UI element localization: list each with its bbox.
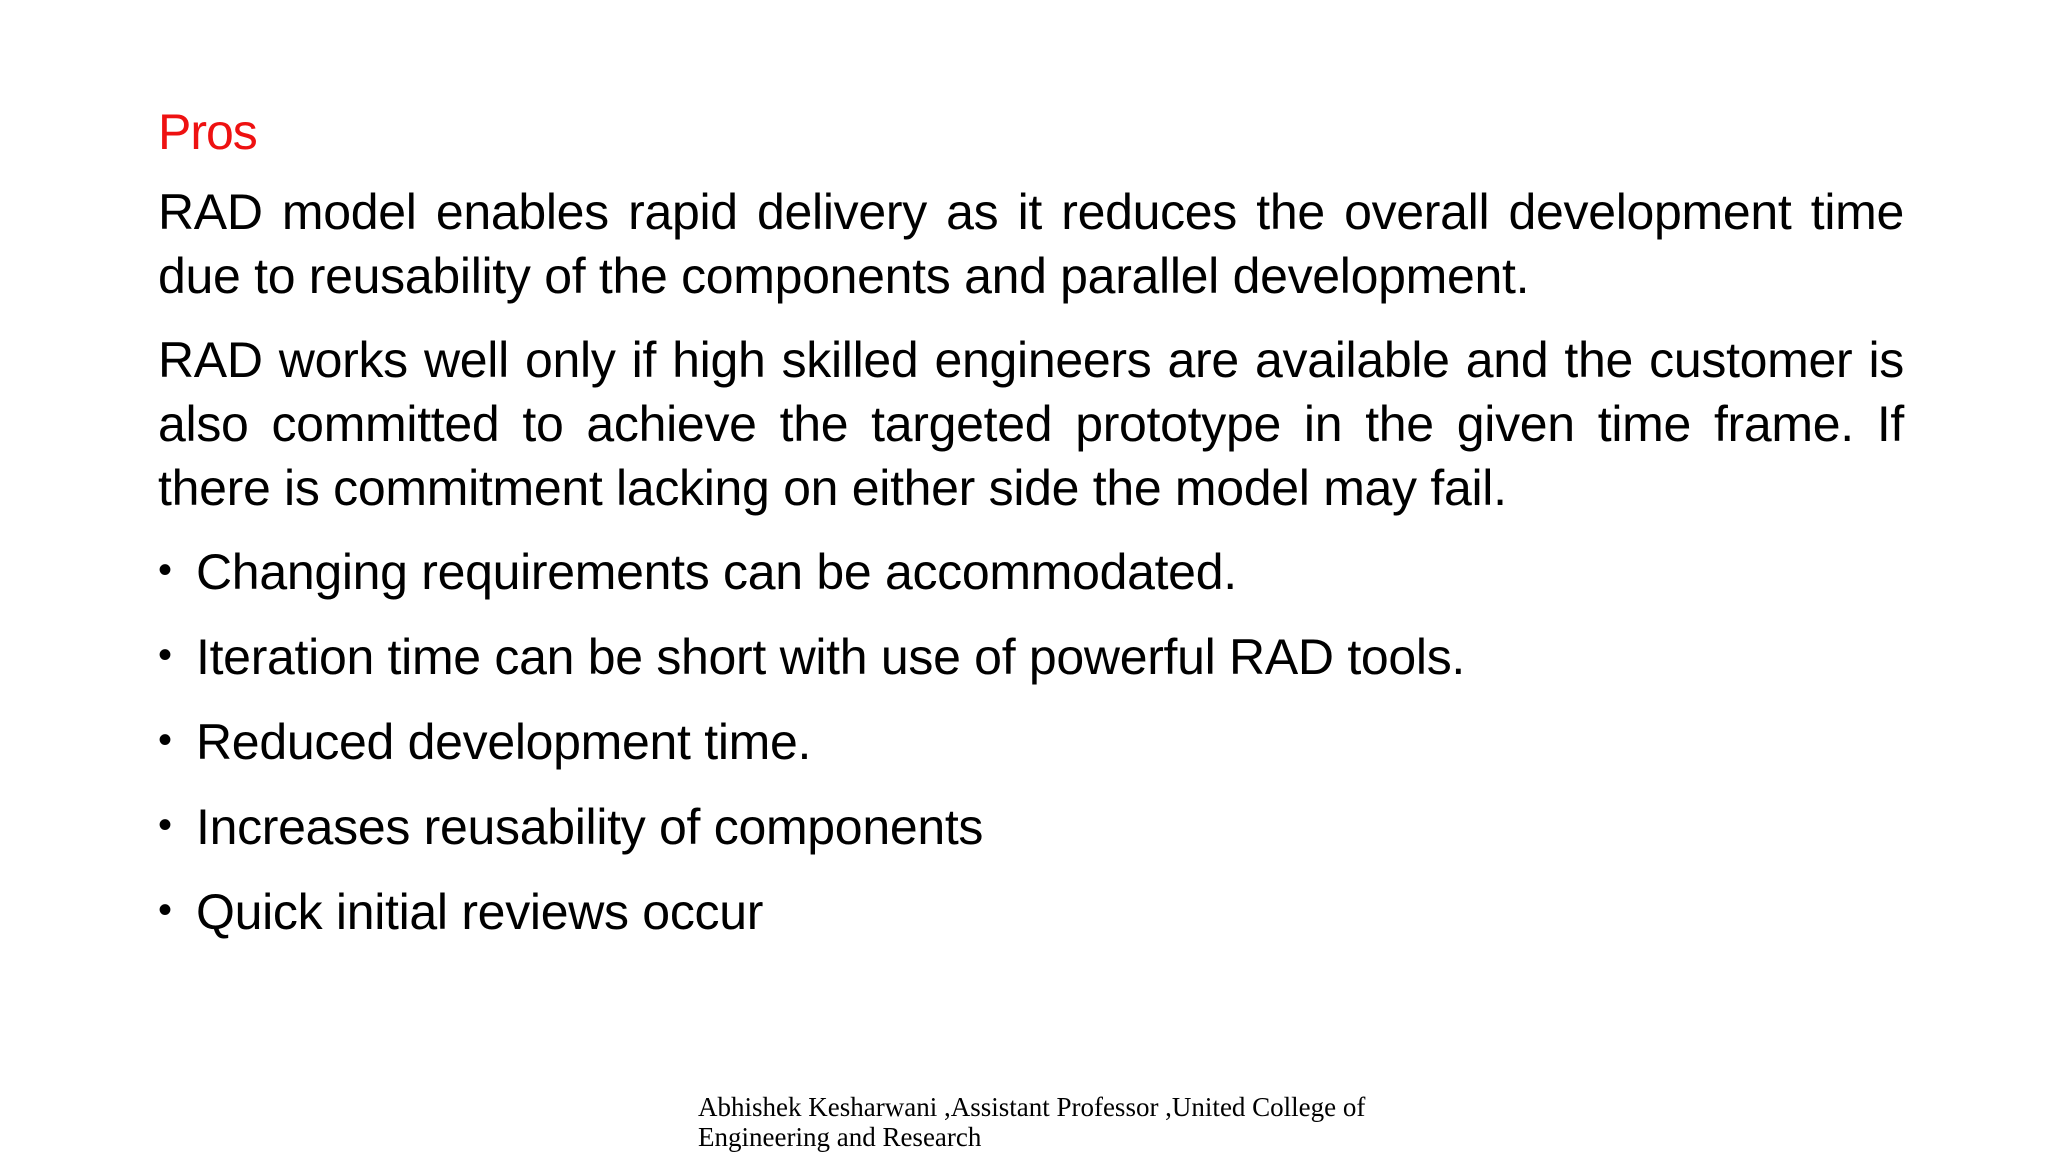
- bullet-item: [158, 540, 1904, 604]
- bullet-icon: •: [158, 548, 172, 592]
- bullet-item: [158, 795, 1904, 859]
- bullet-icon: •: [158, 888, 172, 932]
- paragraph-rapid-delivery: RAD model enables rapid delivery as it reduces the overall development time due to reusability of the components and parallel development.: [158, 184, 1904, 304]
- bullet-text: Increases reusability of components: [196, 799, 984, 855]
- bullet-icon: •: [158, 718, 172, 762]
- slide-body: [158, 180, 1904, 965]
- bullet-item: [158, 710, 1904, 774]
- footer-author-credit: Abhishek Kesharwani ,Assistant Professor ,United College of Engineering and Research: [698, 1092, 1366, 1152]
- bullet-text: Reduced development time.: [196, 714, 812, 770]
- bullet-icon: •: [158, 803, 172, 847]
- bullet-item: [158, 625, 1904, 689]
- bullet-list: [158, 540, 1904, 944]
- bullet-icon: •: [158, 633, 172, 677]
- bullet-text: Iteration time can be short with use of powerful RAD tools.: [196, 629, 1466, 685]
- bullet-item: [158, 880, 1904, 944]
- bullet-text: Quick initial reviews occur: [196, 884, 764, 940]
- slide-title: Pros: [158, 104, 257, 160]
- bullet-text: Changing requirements can be accommodated.: [196, 544, 1237, 600]
- paragraph-skilled-engineers: RAD works well only if high skilled engineers are available and the customer is also committed to achieve the targeted prototype in the given time frame. If there is commitment lacking on either side the model may fail.: [158, 332, 1904, 516]
